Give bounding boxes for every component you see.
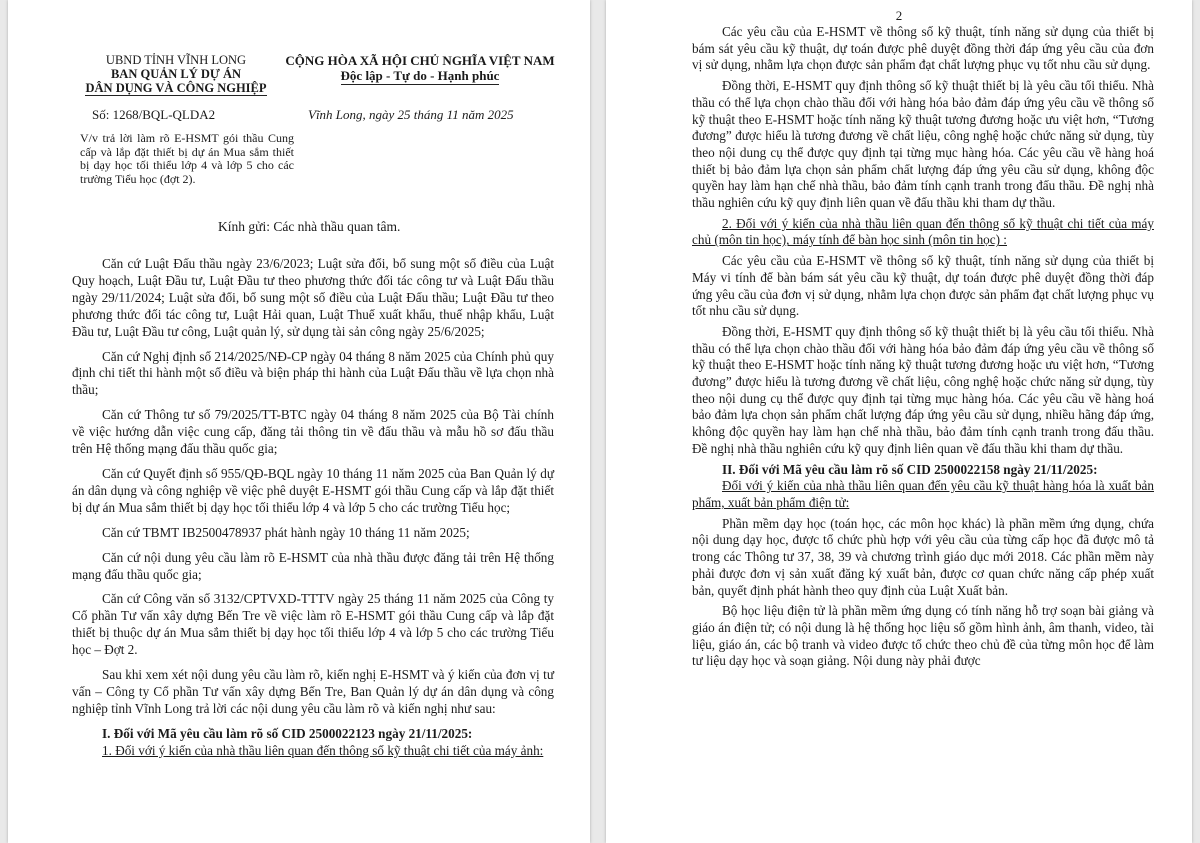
section-heading: I. Đối với Mã yêu cầu làm rõ số CID 2500022123 ngày 21/11/2025: <box>102 725 473 741</box>
paragraph: Phần mềm dạy học (toán học, các môn học khác) là phần mềm ứng dụng, chứa nội dung dạy học, được tổ chức phù hợp với yêu cầu của từng cấp học đã được mô tả trong các Thông tư 37, 38, 39 và chương trình giáo dục mới 2018. Các phần mềm này phải được đơn vị sản xuất đăng ký xuất bản, được cơ quan chức năng cấp phép xuất bản, quyết định phát hành theo quy định của Luật Xuất bản. <box>692 515 1154 598</box>
paragraph: Căn cứ Quyết định số 955/QĐ-BQL ngày 10 tháng 11 năm 2025 của Ban Quản lý dự án dân dụng và công nghiệp về việc phê duyệt E-HSMT gói thầu Cung cấp và lắp đặt thiết bị dự án Mua sắm thiết bị dạy học tối thiểu lớp 4 và lớp 5 cho các trường Tiểu học; <box>72 465 554 515</box>
paragraph: Sau khi xem xét nội dung yêu cầu làm rõ, kiến nghị E-HSMT và ý kiến của đơn vị tư vấn – Công ty Cổ phần Tư vấn xây dựng Bến Tre, Ban Quản lý dự án dân dụng và công nghiệp tỉnh Vĩnh Long trả lời các nội dung yêu cầu làm rõ và kiến nghị như sau: <box>72 667 554 716</box>
document-page-2 <box>606 0 1192 843</box>
subsection-heading: Đối với ý kiến của nhà thầu liên quan đến yêu cầu kỹ thuật hàng hóa là xuất bản phẩm, xuất bản phẩm điện tử: <box>692 478 1154 510</box>
issuer-header <box>78 53 274 96</box>
paragraph: Căn cứ Luật Đấu thầu ngày 23/6/2023; Luật sửa đổi, bổ sung một số điều của Luật Quy hoạch, Luật Đầu tư, Luật Đầu tư theo phương thức đối tác công tư và Luật Đấu thầu ngày 29/11/2024; Luật sửa đổi, bổ sung một số điều của Luật Đấu thầu; Luật Đầu tư theo phương thức đối tác công tư, Luật Hải quan, Luật Thuế xuất khẩu, thuế nhập khẩu, Luật Đầu tư, Luật Đầu tư công, Luật quản lý, sử dụng tài sản công ngày 25/6/2025; <box>72 256 554 339</box>
paragraph: Đồng thời, E-HSMT quy định thông số kỹ thuật thiết bị là yêu cầu tối thiểu. Nhà thầu có thể lựa chọn chào thầu đối với hàng hóa bảo đảm đáp ứng yêu cầu về thông số kỹ thuật theo E-HSMT hoặc tính năng kỹ thuật tương đương hoặc ưu việt hơn, “Tương đương” được hiểu là tương đương về chất liệu, công nghệ hoặc chức năng sử dụng, tùy theo nội dung cụ thể được quy định tại từng mục hàng hóa. Các yêu cầu về hàng hoá thiết bị bảo đảm lựa chọn sản phẩm chất lượng đáp ứng yêu cầu sử dụng, không độc quyền hay làm hạn chế nhà thầu, bảo đảm tính cạnh tranh trong đấu thầu. Đề nghị nhà thầu nghiên cứu kỹ quy định liên quan về đấu thầu khi tham dự thầu. <box>692 78 1154 211</box>
paragraph: Các yêu cầu của E-HSMT về thông số kỹ thuật, tính năng sử dụng của thiết bị bám sát yêu cầu kỹ thuật, dự toán được phê duyệt đồng thời đáp ứng yêu cầu của đơn vị sử dụng, nhằm lựa chọn được sản phẩm đạt chất lượng phục vụ tốt nhu cầu sử dụng. <box>692 24 1154 73</box>
paragraph: Căn cứ Nghị định số 214/2025/NĐ-CP ngày 04 tháng 8 năm 2025 của Chính phủ quy định chi tiết thi hành một số điều và biện pháp thi hành của Luật Đấu thầu về lựa chọn nhà thầu; <box>72 348 554 398</box>
paragraph: Các yêu cầu của E-HSMT về thông số kỹ thuật, tính năng sử dụng của thiết bị Máy vi tính để bàn bám sát yêu cầu kỹ thuật, dự toán được phê duyệt đồng thời đáp ứng yêu cầu của đơn vị sử dụng, nhằm lựa chọn được sản phẩm đạt chất lượng phục vụ tốt nhu cầu sử dụng. <box>692 253 1154 319</box>
paragraph: Đồng thời, E-HSMT quy định thông số kỹ thuật thiết bị là yêu cầu tối thiểu. Nhà thầu có thể lựa chọn chào thầu đối với hàng hóa bảo đảm đáp ứng yêu cầu về thông số kỹ thuật theo E-HSMT hoặc tính năng kỹ thuật tương đương hoặc ưu việt hơn, “Tương đương” được hiểu là tương đương về chất liệu, công nghệ hoặc chức năng sử dụng, tùy theo nội dung cụ thể được quy định tại từng mục hàng hóa. Các yêu cầu về hàng hoá bảo đảm lựa chọn sản phẩm chất lượng đáp ứng yêu cầu sử dụng, nhiều hãng đáp ứng, không độc quyền hay làm hạn chế nhà thầu, bảo đảm tính cạnh tranh trong đấu thầu. Đề nghị nhà thầu nghiên cứu kỹ quy định liên quan về đấu thầu khi tham dự thầu. <box>692 323 1154 456</box>
greeting: Kính gửi: Các nhà thầu quan tâm. <box>218 219 401 234</box>
document-number: Số: 1268/BQL-QLDA2 <box>92 107 216 122</box>
national-header <box>270 53 570 85</box>
page2-body <box>692 24 1154 674</box>
paragraph: Căn cứ Thông tư số 79/2025/TT-BTC ngày 04 tháng 8 năm 2025 của Bộ Tài chính về việc hướng dẫn việc cung cấp, đăng tải thông tin về đấu thầu và mẫu hồ sơ đấu thầu trên Hệ thống mạng đấu thầu quốc gia; <box>72 407 554 457</box>
national-title: CỘNG HÒA XÃ HỘI CHỦ NGHĨA VIỆT NAM <box>285 53 555 68</box>
document-subject: V/v trả lời làm rõ E-HSMT gói thầu Cung cấp và lắp đặt thiết bị dự án Mua sắm thiết bị dạy học tối thiểu lớp 4 và lớp 5 cho các trường Tiểu học (đợt 2). <box>80 131 294 186</box>
place-date: Vĩnh Long, ngày 25 tháng 11 năm 2025 <box>308 107 514 122</box>
subsection-heading: 2. Đối với ý kiến của nhà thầu liên quan đến thông số kỹ thuật chi tiết của máy chủ (môn tin học), máy tính để bàn học sinh (môn tin học) : <box>692 215 1154 248</box>
issuer-line-1: UBND TỈNH VĨNH LONG <box>105 53 247 67</box>
national-motto: Độc lập - Tự do - Hạnh phúc <box>340 68 500 83</box>
page1-body <box>72 256 554 760</box>
paragraph: Bộ học liệu điện tử là phần mềm ứng dụng có tính năng hỗ trợ soạn bài giảng và giáo án điện tử; có nội dung là hệ thống học liệu số gồm hình ảnh, âm thanh, video, tài liệu, giáo án, các bộ tranh và video được tổ chức theo chủ đề của từng môn học để làm tư liệu dạy học và soạn giảng. Nội dung này phải được <box>692 603 1154 669</box>
issuer-line-2: BAN QUẢN LÝ DỰ ÁN <box>110 67 242 81</box>
section-heading: II. Đối với Mã yêu cầu làm rõ số CID 2500022158 ngày 21/11/2025: <box>722 461 1098 477</box>
paragraph: Căn cứ TBMT IB2500478937 phát hành ngày 10 tháng 11 năm 2025; <box>102 524 470 540</box>
page-number: 2 <box>895 8 903 23</box>
paragraph: Căn cứ Công văn số 3132/CPTVXD-TTTV ngày 25 tháng 11 năm 2025 của Công ty Cổ phần Tư vấn xây dựng Bến Tre về việc làm rõ E-HSMT gói thầu Cung cấp và lắp đặt thiết bị thuộc dự án Mua sắm thiết bị dạy học tối thiểu lớp 4 và lớp 5 cho các trường Tiểu học – Đợt 2. <box>72 591 554 658</box>
document-page-1 <box>8 0 590 843</box>
issuer-line-3: DÂN DỤNG VÀ CÔNG NGHIỆP <box>85 81 267 95</box>
subsection-heading: 1. Đối với ý kiến của nhà thầu liên quan đến thông số kỹ thuật chi tiết của máy ảnh: <box>102 742 544 758</box>
paragraph: Căn cứ nội dung yêu cầu làm rõ E-HSMT của nhà thầu được đăng tải trên Hệ thống mạng đấu thầu quốc gia; <box>72 549 554 582</box>
